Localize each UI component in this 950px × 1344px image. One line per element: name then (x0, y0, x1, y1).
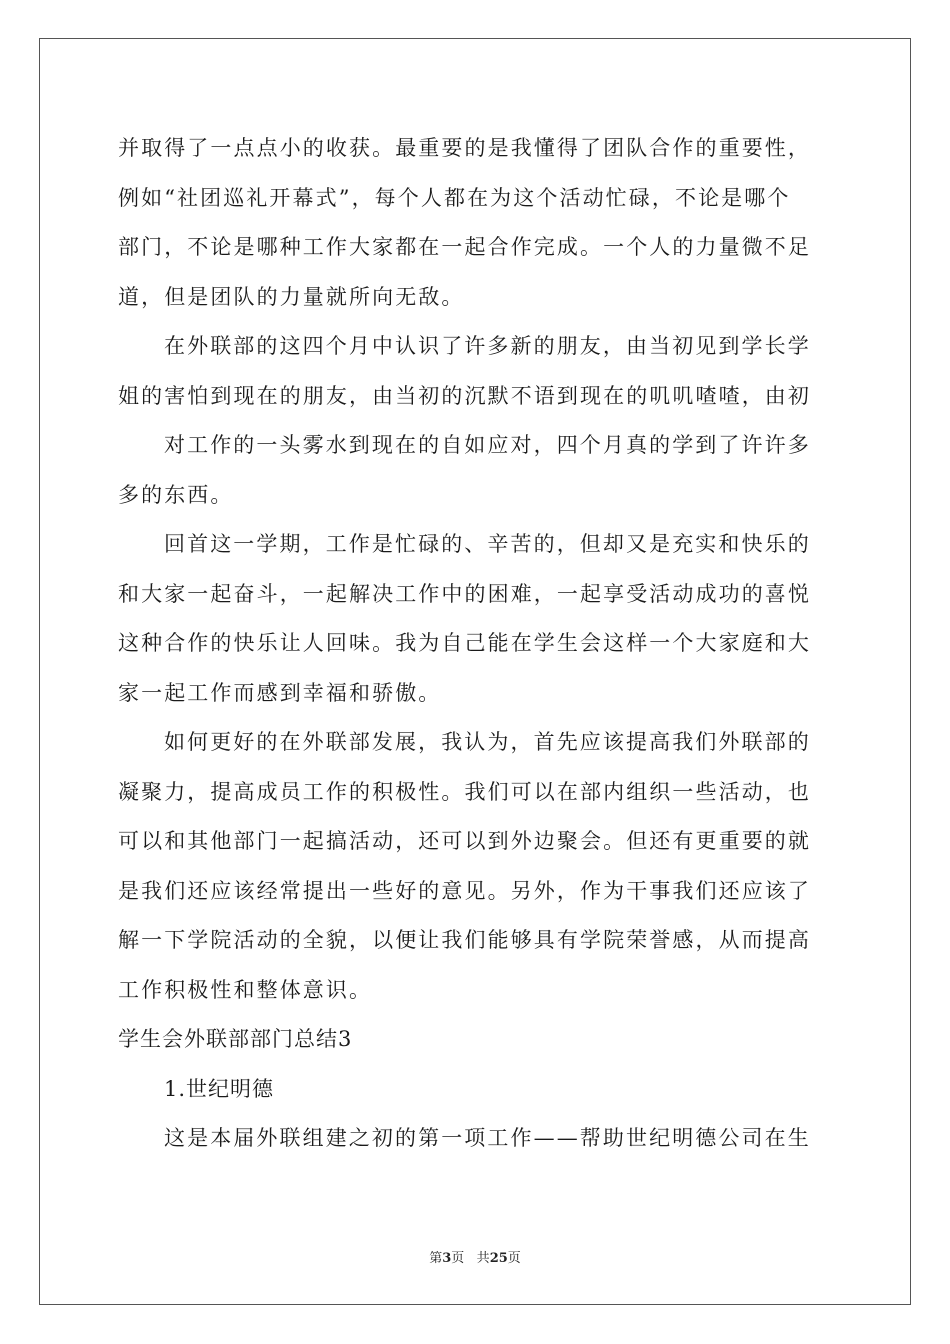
text-line: 姐的害怕到现在的朋友，由当初的沉默不语到现在的叽叽喳喳，由初 (118, 383, 811, 408)
text-line: 如何更好的在外联部发展，我认为，首先应该提高我们外联部的 (164, 730, 811, 754)
section-heading: 1.世纪明德 (164, 1076, 275, 1101)
total-label-prefix: 共 (476, 1251, 490, 1266)
total-pages: 25 (489, 1251, 508, 1266)
text-line: 工作积极性和整体意识。 (118, 977, 373, 1002)
text-line: 这是本届外联组建之初的第一项工作——帮助世纪明德公司在生 (164, 1126, 811, 1150)
text-line: 家一起工作而感到幸福和骄傲。 (118, 680, 442, 705)
page-number: 3 (442, 1251, 452, 1266)
text-line: 回首这一学期，工作是忙碌的、辛苦的，但却又是充实和快乐的 (164, 532, 811, 556)
text-line: 可以和其他部门一起搞活动，还可以到外边聚会。但还有更重要的就 (118, 829, 811, 853)
page-footer (0, 1247, 950, 1266)
text-line: 和大家一起奋斗，一起解决工作中的困难，一起享受活动成功的喜悦 (118, 581, 811, 606)
document-body (118, 124, 833, 1164)
page-label-prefix: 第 (429, 1251, 443, 1266)
text-line: 对工作的一头雾水到现在的自如应对，四个月真的学到了许许多 (164, 433, 811, 457)
total-label-suffix: 页 (507, 1251, 521, 1266)
section-heading: 学生会外联部部门总结3 (118, 1027, 353, 1051)
text-line: 这种合作的快乐让人回味。我为自己能在学生会这样一个大家庭和大 (118, 631, 811, 655)
page-label-suffix: 页 (451, 1251, 465, 1266)
text-line: 多的东西。 (118, 482, 234, 507)
text-line: 凝聚力，提高成员工作的积极性。我们可以在部内组织一些活动，也 (118, 779, 811, 804)
text-line: 部门，不论是哪种工作大家都在一起合作完成。一个人的力量微不足 (118, 235, 811, 259)
text-line: 例如“社团巡礼开幕式”，每个人都在为这个活动忙碌，不论是哪个 (118, 185, 791, 210)
text-line: 在外联部的这四个月中认识了许多新的朋友，由当初见到学长学 (164, 334, 811, 358)
text-line: 是我们还应该经常提出一些好的意见。另外，作为干事我们还应该了 (118, 878, 811, 903)
text-line: 道，但是团队的力量就所向无敌。 (118, 284, 465, 309)
text-line: 并取得了一点点小的收获。最重要的是我懂得了团队合作的重要性， (118, 136, 811, 160)
text-line: 解一下学院活动的全貌，以便让我们能够具有学院荣誉感，从而提高 (118, 928, 811, 952)
